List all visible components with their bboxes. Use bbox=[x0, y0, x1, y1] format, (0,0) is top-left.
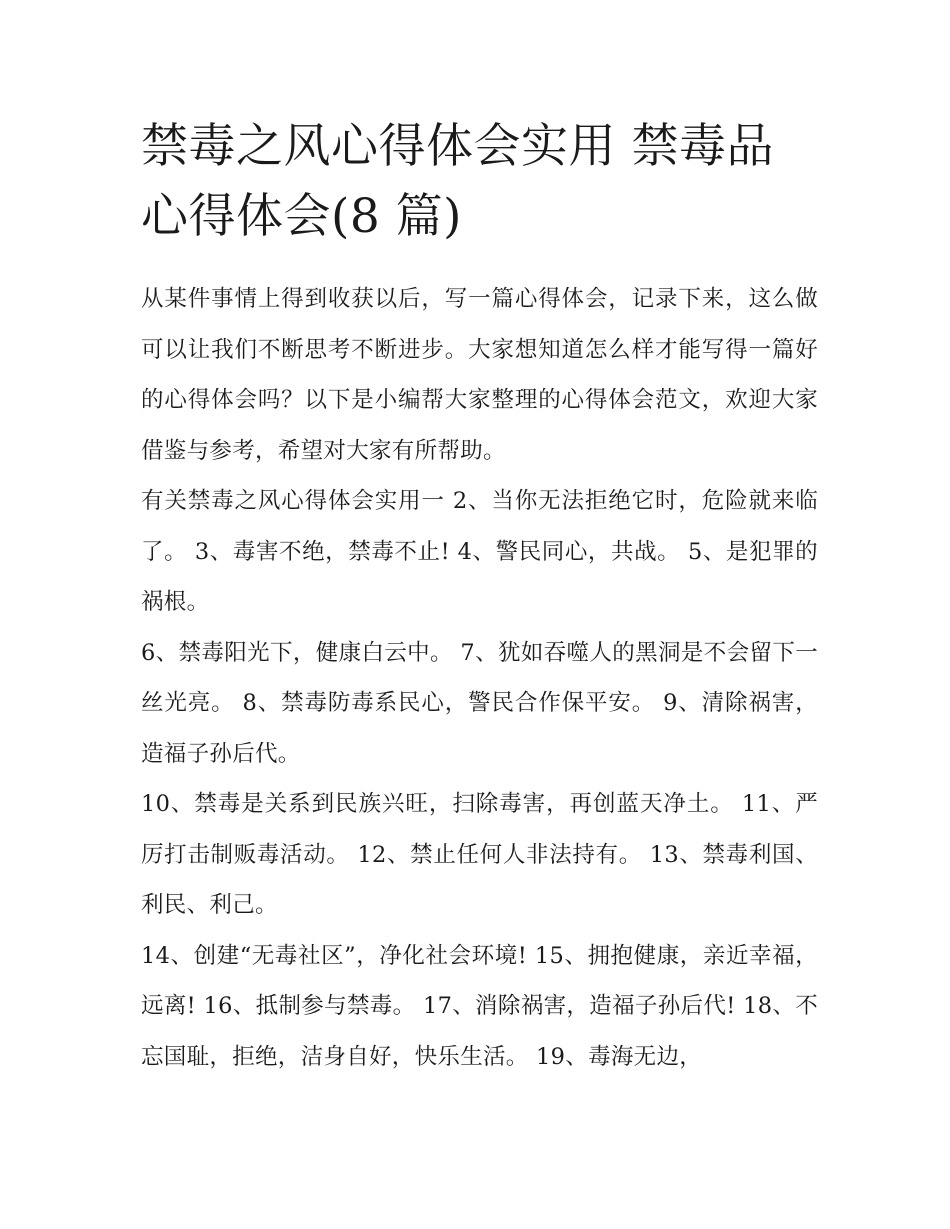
slogan-paragraph-4: 14、创建“无毒社区”，净化社会环境! 15、拥抱健康，亲近幸福，远离! 16、抵制参与禁毒。 17、消除祸害，造福子孙后代! 18、不忘国耻，拒绝，洁身自好，快乐生活。 19、毒海无边， bbox=[141, 942, 818, 1070]
intro-paragraph: 从某件事情上得到收获以后，写一篇心得体会，记录下来，这么做可以让我们不断思考不断进步。大家想知道怎么样才能写得一篇好的心得体会吗？以下是小编帮大家整理的心得体会范文，欢迎大家借鉴与参考，希望对大家有所帮助。 bbox=[141, 286, 818, 464]
slogan-paragraph-1: 有关禁毒之风心得体会实用一 2、当你无法拒绝它时，危险就来临了。 3、毒害不绝，禁毒不止! 4、警民同心，共战。 5、是犯罪的祸根。 bbox=[141, 488, 818, 615]
document-body bbox=[141, 274, 818, 1082]
slogan-paragraph-3: 10、禁毒是关系到民族兴旺，扫除毒害，再创蓝天净土。 11、严厉打击制贩毒活动。 12、禁止任何人非法持有。 13、禁毒利国、利民、利己。 bbox=[141, 791, 818, 918]
slogan-paragraph-2: 6、禁毒阳光下，健康白云中。 7、犹如吞噬人的黑洞是不会留下一丝光亮。 8、禁毒防毒系民心，警民合作保平安。 9、清除祸害，造福子孙后代。 bbox=[141, 639, 818, 767]
document-title: 禁毒之风心得体会实用 禁毒品心得体会(8 篇) bbox=[141, 119, 774, 244]
